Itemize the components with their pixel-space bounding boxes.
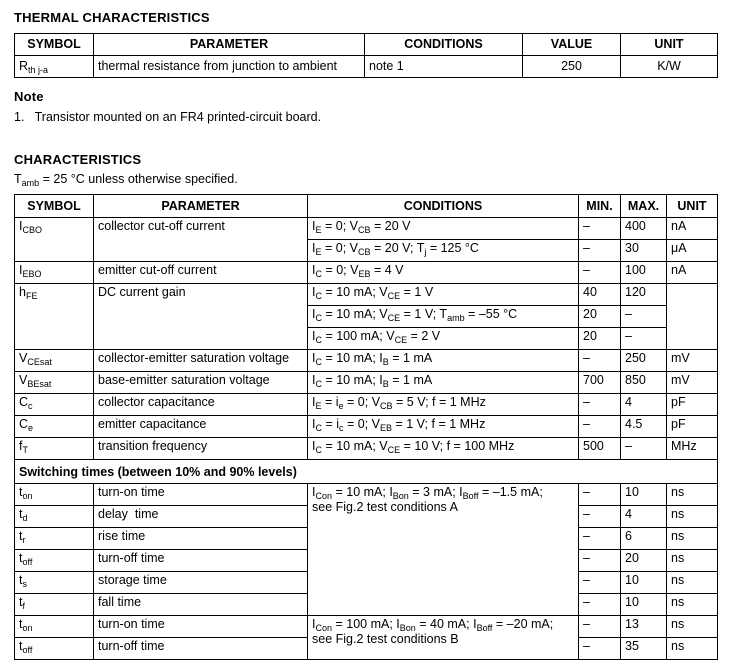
char-header-conditions: CONDITIONS bbox=[308, 195, 579, 218]
thermal-table bbox=[14, 33, 718, 78]
table-row: $h_{FE}$ DC current gain $I_C = 10$ mA; $V_{CE} = 1$ V 40 120 bbox=[15, 284, 718, 306]
table-row: $C_e$ emitter capacitance $I_C = i_c = 0$; $V_{EB} = 1$ V; f = 1 MHz – 4.5 pF bbox=[15, 416, 718, 438]
table-row: $I_E = 0$; $V_{CB} = 20$ V; $T_j = 125$ °C – 30 μA bbox=[15, 240, 718, 262]
table-row: $t_f$ fall time – 10 ns bbox=[15, 594, 718, 616]
table-row: $I_C = 100$ mA; $V_{CE} = 2$ V 20 – bbox=[15, 328, 718, 350]
table-row: $t_{off}$ turn-off time – 35 ns bbox=[15, 638, 718, 660]
table-row: $C_c$ collector capacitance $I_E = i_e = 0$; $V_{CB} = 5$ V; f = 1 MHz – 4 pF bbox=[15, 394, 718, 416]
table-row: $t_{on}$ turn-on time $I_{Con} = 100$ mA; $I_{Bon} = 40$ mA; $I_{Boff} = -20$ mA; see Fig.2 test conditions B – 13 ns bbox=[15, 616, 718, 638]
thermal-header-parameter: PARAMETER bbox=[94, 34, 365, 56]
symbol-icbo: $I_{CBO}$ bbox=[15, 218, 94, 262]
table-row: $t_{off}$ turn-off time – 20 ns bbox=[15, 550, 718, 572]
cond-icbo-2: $I_E = 0$; $V_{CB} = 20$ V; $T_j = 125$ °C bbox=[308, 240, 579, 262]
symbol-hfe: $h_{FE}$ bbox=[15, 284, 94, 350]
section-switching-row bbox=[15, 460, 718, 484]
table-row: $t_r$ rise time – 6 ns bbox=[15, 528, 718, 550]
char-header-parameter: PARAMETER bbox=[94, 195, 308, 218]
table-row: $I_C = 10$ mA; $V_{CE} = 1$ V; $T_{amb} = -55$ °C 20 – bbox=[15, 306, 718, 328]
char-header-min: MIN. bbox=[579, 195, 621, 218]
thermal-unit: K/W bbox=[621, 56, 718, 78]
symbol-iebo: $I_{EBO}$ bbox=[15, 262, 94, 284]
table-row: $I_{EBO}$ emitter cut-off current $I_C = 0$; $V_{EB} = 4$ V – 100 nA bbox=[15, 262, 718, 284]
thermal-value: 250 bbox=[523, 56, 621, 78]
characteristics-header-row bbox=[15, 195, 718, 218]
thermal-header-symbol: SYMBOL bbox=[15, 34, 94, 56]
characteristics-subtitle: $T_{amb} = 25$ °C unless otherwise specified. bbox=[14, 172, 238, 188]
table-row: $I_{CBO}$ collector cut-off current $I_E = 0$; $V_{CB} = 20$ V – 400 nA bbox=[15, 218, 718, 240]
thermal-parameter: thermal resistance from junction to ambient bbox=[94, 56, 365, 78]
thermal-title: THERMAL CHARACTERISTICS bbox=[14, 10, 210, 25]
cond-icbo-1: $I_E = 0$; $V_{CB} = 20$ V bbox=[308, 218, 579, 240]
table-row: $V_{CEsat}$ collector-emitter saturation voltage $I_C = 10$ mA; $I_B = 1$ mA – 250 mV bbox=[15, 350, 718, 372]
section-switching: Switching times (between 10% and 90% levels) bbox=[15, 460, 718, 484]
cond-switching-a: $I_{Con} = 10$ mA; $I_{Bon} = 3$ mA; $I_{Boff} = -1.5$ mA; see Fig.2 test conditions A bbox=[308, 484, 579, 616]
thermal-header-row bbox=[15, 34, 718, 56]
table-row: $f_T$ transition frequency $I_C = 10$ mA; $V_{CE} = 10$ V; f = 100 MHz 500 – MHz bbox=[15, 438, 718, 460]
thermal-conditions: note 1 bbox=[365, 56, 523, 78]
characteristics-table bbox=[14, 194, 718, 660]
characteristics-title: CHARACTERISTICS bbox=[14, 152, 142, 167]
table-row: $t_s$ storage time – 10 ns bbox=[15, 572, 718, 594]
char-header-unit: UNIT bbox=[667, 195, 718, 218]
thermal-row bbox=[15, 56, 718, 78]
table-row: $t_d$ delay time – 4 ns bbox=[15, 506, 718, 528]
char-header-max: MAX. bbox=[621, 195, 667, 218]
table-row: $t_{on}$ turn-on time $I_{Con} = 10$ mA; $I_{Bon} = 3$ mA; $I_{Boff} = -1.5$ mA; see Fig.2 test conditions A – 10 ns bbox=[15, 484, 718, 506]
thermal-header-unit: UNIT bbox=[621, 34, 718, 56]
thermal-symbol: $R_{th j-a}$ bbox=[15, 56, 94, 78]
note-title: Note bbox=[14, 89, 44, 104]
thermal-header-value: VALUE bbox=[523, 34, 621, 56]
table-row: $V_{BEsat}$ base-emitter saturation voltage $I_C = 10$ mA; $I_B = 1$ mA 700 850 mV bbox=[15, 372, 718, 394]
char-header-symbol: SYMBOL bbox=[15, 195, 94, 218]
note-item: 1. Transistor mounted on an FR4 printed-circuit board. bbox=[14, 110, 322, 124]
thermal-header-conditions: CONDITIONS bbox=[365, 34, 523, 56]
cond-switching-b: $I_{Con} = 100$ mA; $I_{Bon} = 40$ mA; $I_{Boff} = -20$ mA; see Fig.2 test conditions B bbox=[308, 616, 579, 660]
param-icbo: collector cut-off current bbox=[94, 218, 308, 262]
